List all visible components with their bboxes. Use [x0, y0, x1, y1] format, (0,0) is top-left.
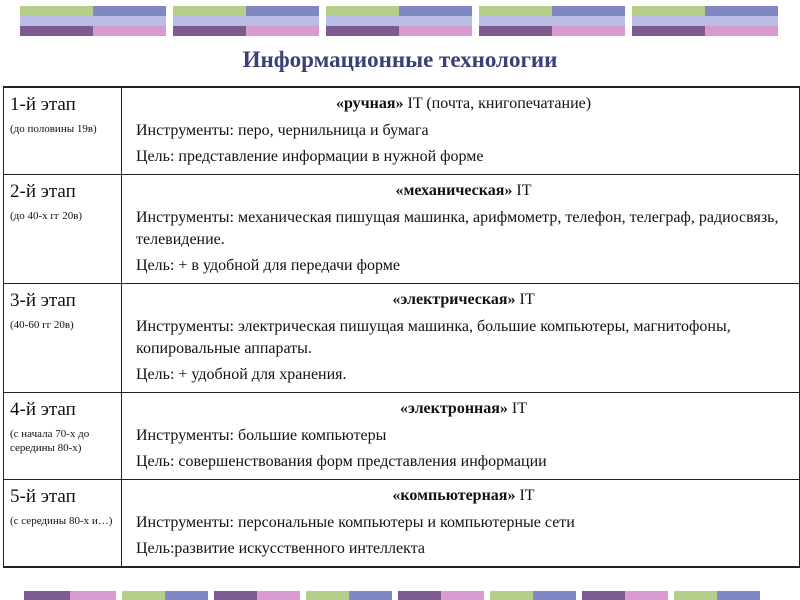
description-cell	[122, 284, 800, 393]
goal-text: Цель: представление информации в нужной форме	[136, 148, 484, 165]
it-type	[136, 290, 791, 310]
decorative-top-band	[0, 0, 800, 44]
stage-period: (до 40-х гг 20в)	[10, 210, 83, 222]
description-cell	[122, 87, 800, 175]
it-type-rest: IT	[515, 487, 535, 504]
table-row	[4, 480, 800, 568]
it-type-name: «ручная»	[335, 95, 404, 112]
stage-period: (40-60 гг 20в)	[10, 319, 74, 331]
table-row	[4, 284, 800, 393]
stage-name: 1-й этап	[10, 94, 76, 115]
stage-period: (с начала 70-х до середины 80-х)	[10, 428, 90, 454]
stage-cell	[4, 284, 122, 393]
tools-text: Инструменты: персональные компьютеры и компьютерные сети	[136, 514, 575, 531]
stage-cell	[4, 175, 122, 284]
goal-text: Цель: + в удобной для передачи форме	[136, 257, 400, 274]
decorative-tile	[20, 6, 166, 36]
decorative-tile	[479, 6, 625, 36]
stages-table	[3, 86, 800, 568]
decorative-tile	[173, 6, 319, 36]
table-row	[4, 393, 800, 480]
page-title: Информационные технологии	[242, 47, 558, 72]
stage-cell	[4, 87, 122, 175]
decorative-tile	[632, 6, 778, 36]
it-type	[136, 94, 791, 114]
decorative-bottom-band	[0, 591, 800, 600]
it-type-rest: IT	[507, 400, 528, 417]
it-type-name: «электронная»	[399, 400, 508, 417]
goal-text: Цель: + удобной для хранения.	[136, 366, 347, 383]
stage-name: 2-й этап	[10, 181, 76, 202]
goal-text: Цель: совершенствования форм представления информации	[136, 453, 547, 470]
table-row	[4, 175, 800, 284]
it-type-rest: IT	[515, 291, 535, 308]
it-type	[136, 399, 791, 419]
stage-cell	[4, 480, 122, 568]
it-type-name: «электрическая»	[392, 291, 516, 308]
stage-cell	[4, 393, 122, 480]
tools-text: Инструменты: механическая пишущая машинка, арифмометр, телефон, телеграф, радиосвязь, телевидение.	[136, 209, 779, 248]
goal-text: Цель:развитие искусственного интеллекта	[136, 540, 425, 557]
tools-text: Инструменты: большие компьютеры	[136, 427, 387, 444]
table-row	[4, 87, 800, 175]
it-type-rest: IT (почта, книгопечатание)	[403, 95, 592, 112]
description-cell	[122, 393, 800, 480]
it-type-rest: IT	[512, 182, 532, 199]
tools-text: Инструменты: электрическая пишущая машинка, большие компьютеры, магнитофоны, копировальные аппараты.	[136, 318, 731, 357]
description-cell	[122, 480, 800, 568]
stage-period: (до половины 19в)	[10, 123, 97, 135]
it-type-name: «механическая»	[395, 182, 513, 199]
stage-name: 5-й этап	[10, 486, 76, 507]
it-type	[136, 486, 791, 506]
description-cell	[122, 175, 800, 284]
it-type	[136, 181, 791, 201]
stage-period: (с середины 80-х и…)	[10, 515, 113, 527]
stage-name: 4-й этап	[10, 399, 76, 420]
decorative-tile	[326, 6, 472, 36]
tools-text: Инструменты: перо, чернильница и бумага	[136, 122, 429, 139]
it-type-name: «компьютерная»	[392, 487, 516, 504]
stage-name: 3-й этап	[10, 290, 76, 311]
